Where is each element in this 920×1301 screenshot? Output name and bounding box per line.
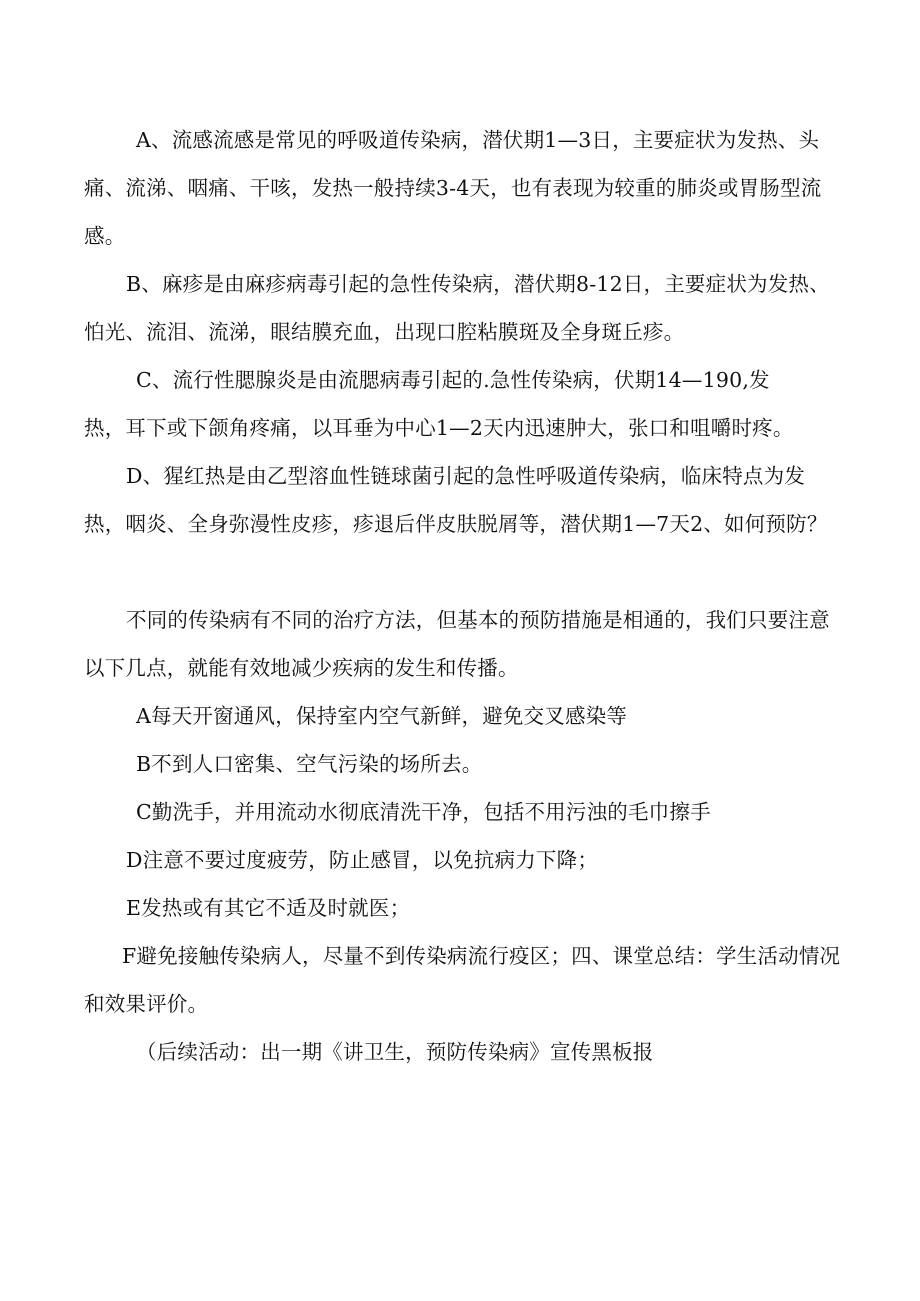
prevention-item-a: A每天开窗通风，保持室内空气新鲜，避免交叉感染等 <box>136 704 628 728</box>
paragraph-mumps-line2: 热，耳下或下颌角疼痛，以耳垂为中心1—2天内迅速肿大，张口和咀嚼时疼。 <box>84 416 794 440</box>
paragraph-measles: B、麻疹是由麻疹病毒引起的急性传染病，潜伏期8-12日，主要症状为发热、怕光、流泪、流涕，眼结膜充血，出现口腔粘膜斑及全身斑丘疹。 <box>84 272 830 344</box>
prevention-item-f: F避免接触传染病人，尽量不到传染病流行疫区；四、课堂总结：学生活动情况和效果评价。 <box>84 944 841 1016</box>
paragraph-mumps-line1: C、流行性腮腺炎是由流腮病毒引起的.急性传染病，伏期14—190,发 <box>136 368 770 392</box>
prevention-item-c: C勤洗手，并用流动水彻底清洗干净，包括不用污浊的毛巾擦手 <box>136 800 711 824</box>
followup-activity: （后续活动：出一期《讲卫生，预防传染病》宣传黑板报 <box>136 1040 654 1064</box>
paragraph-scarlet-fever: D、猩红热是由乙型溶血性链球菌引起的急性呼吸道传染病，临床特点为发热，咽炎、全身弥漫性皮疹，疹退后伴皮肤脱屑等，潜伏期1—7天2、如何预防？ <box>84 464 828 536</box>
prevention-item-d: D注意不要过度疲劳，防止感冒，以免抗病力下降； <box>126 848 599 872</box>
prevention-item-b: B不到人口密集、空气污染的场所去。 <box>136 752 483 776</box>
prevention-item-e: E发热或有其它不适及时就医； <box>126 896 411 920</box>
paragraph-flu: A、流感流感是常见的呼吸道传染病，潜伏期1—3日，主要症状为发热、头痛、流涕、咽痛、干咳，发热一般持续3-4天，也有表现为较重的肺炎或胃肠型流感。 <box>84 128 822 248</box>
paragraph-prevention-intro: 不同的传染病有不同的治疗方法，但基本的预防措施是相通的，我们只要注意以下几点，就能有效地减少疾病的发生和传播。 <box>84 608 830 680</box>
